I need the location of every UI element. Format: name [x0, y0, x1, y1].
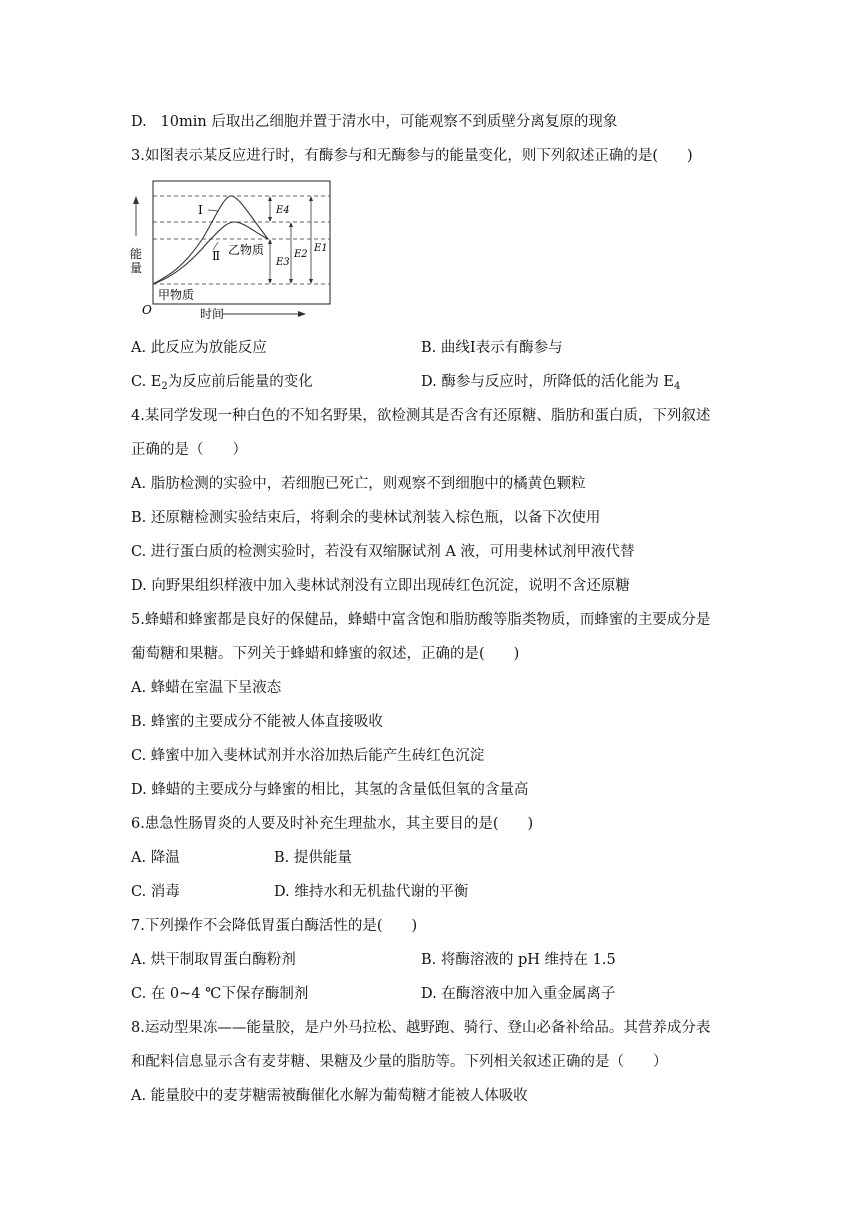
q5-option-d: D. 蜂蜡的主要成分与蜂蜜的相比，其氢的含量低但氧的含量高: [131, 782, 529, 798]
q7-option-a: A. 烘干制取胃蛋白酶粉剂: [131, 952, 296, 968]
curve-2-label: Ⅱ: [212, 249, 221, 263]
q2-option-d: D. 10min 后取出乙细胞并置于清水中，可能观察不到质壁分离复原的现象: [131, 114, 618, 130]
q6-option-d: D. 维持水和无机盐代谢的平衡: [274, 884, 469, 900]
q6-option-c: C. 消毒: [131, 884, 180, 900]
q8-option-a: A. 能量胶中的麦芽糖需被酶催化水解为葡萄糖才能被人体吸收: [131, 1088, 528, 1104]
e3-label: E3: [276, 257, 290, 268]
q5-option-a: A. 蜂蜡在室温下呈液态: [131, 680, 282, 696]
q3-option-c: C. $E_2$为反应前后能量的变化: [131, 374, 313, 392]
e1-label: E1: [314, 243, 328, 254]
q5-stem-1: 5.蜂蜡和蜂蜜都是良好的保健品，蜂蜡中富含饱和脂肪酸等脂类物质，而蜂蜜的主要成分是: [131, 612, 711, 628]
e2-label: E2: [294, 249, 308, 260]
y-label-2: 量: [130, 261, 143, 275]
curve-1-label: Ⅰ: [198, 203, 203, 217]
q8-stem-1: 8.运动型果冻——能量胶，是户外马拉松、越野跑、骑行、登山必备补给品。其营养成分表: [131, 1020, 711, 1036]
y-label-1: 能: [130, 247, 143, 261]
q5-stem-2: 葡萄糖和果糖。下列关于蜂蜡和蜂蜜的叙述，正确的是( ): [131, 646, 520, 662]
origin-label: O: [142, 303, 152, 317]
q3-option-b: B. 曲线Ⅰ表示有酶参与: [421, 340, 563, 356]
q5-option-b: B. 蜂蜜的主要成分不能被人体直接吸收: [131, 714, 383, 730]
reactant-label: 甲物质: [158, 288, 195, 302]
energy-diagram: [128, 176, 338, 322]
q4-stem-2: 正确的是（ ）: [131, 442, 247, 458]
q4-option-a: A. 脂肪检测的实验中，若细胞已死亡，则观察不到细胞中的橘黄色颗粒: [131, 476, 586, 492]
q7-option-b: B. 将酶溶液的 pH 维持在 1.5: [421, 952, 616, 968]
q6-stem: 6.患急性肠胃炎的人要及时补充生理盐水，其主要目的是( ): [131, 816, 534, 832]
q3-stem: 3.如图表示某反应进行时，有酶参与和无酶参与的能量变化，则下列叙述正确的是( ): [131, 148, 693, 164]
q7-option-c: C. 在 0~4 ℃下保存酶制剂: [131, 986, 309, 1002]
q3-option-d: D. 酶参与反应时，所降低的活化能为 $E_4$: [421, 374, 681, 392]
q4-option-d: D. 向野果组织样液中加入斐林试剂没有立即出现砖红色沉淀，说明不含还原糖: [131, 578, 630, 594]
q6-option-b: B. 提供能量: [274, 850, 352, 866]
q4-stem-1: 4.某同学发现一种白色的不知名野果，欲检测其是否含有还原糖、脂肪和蛋白质，下列叙述: [131, 408, 711, 424]
x-label: 时间: [200, 307, 225, 321]
e4-label: E4: [276, 205, 290, 216]
q4-option-b: B. 还原糖检测实验结束后，将剩余的斐林试剂装入棕色瓶，以备下次使用: [131, 510, 601, 526]
q3-option-a: A. 此反应为放能反应: [131, 340, 267, 356]
q7-option-d: D. 在酶溶液中加入重金属离子: [421, 986, 616, 1002]
product-label: 乙物质: [228, 243, 265, 257]
q7-stem: 7.下列操作不会降低胃蛋白酶活性的是( ): [131, 918, 418, 934]
q6-option-a: A. 降温: [131, 850, 180, 866]
q4-option-c: C. 进行蛋白质的检测实验时，若没有双缩脲试剂 A 液，可用斐林试剂甲液代替: [131, 544, 635, 560]
q8-stem-2: 和配料信息显示含有麦芽糖、果糖及少量的脂肪等。下列相关叙述正确的是（ ）: [131, 1054, 668, 1070]
q5-option-c: C. 蜂蜜中加入斐林试剂并水浴加热后能产生砖红色沉淀: [131, 748, 485, 764]
